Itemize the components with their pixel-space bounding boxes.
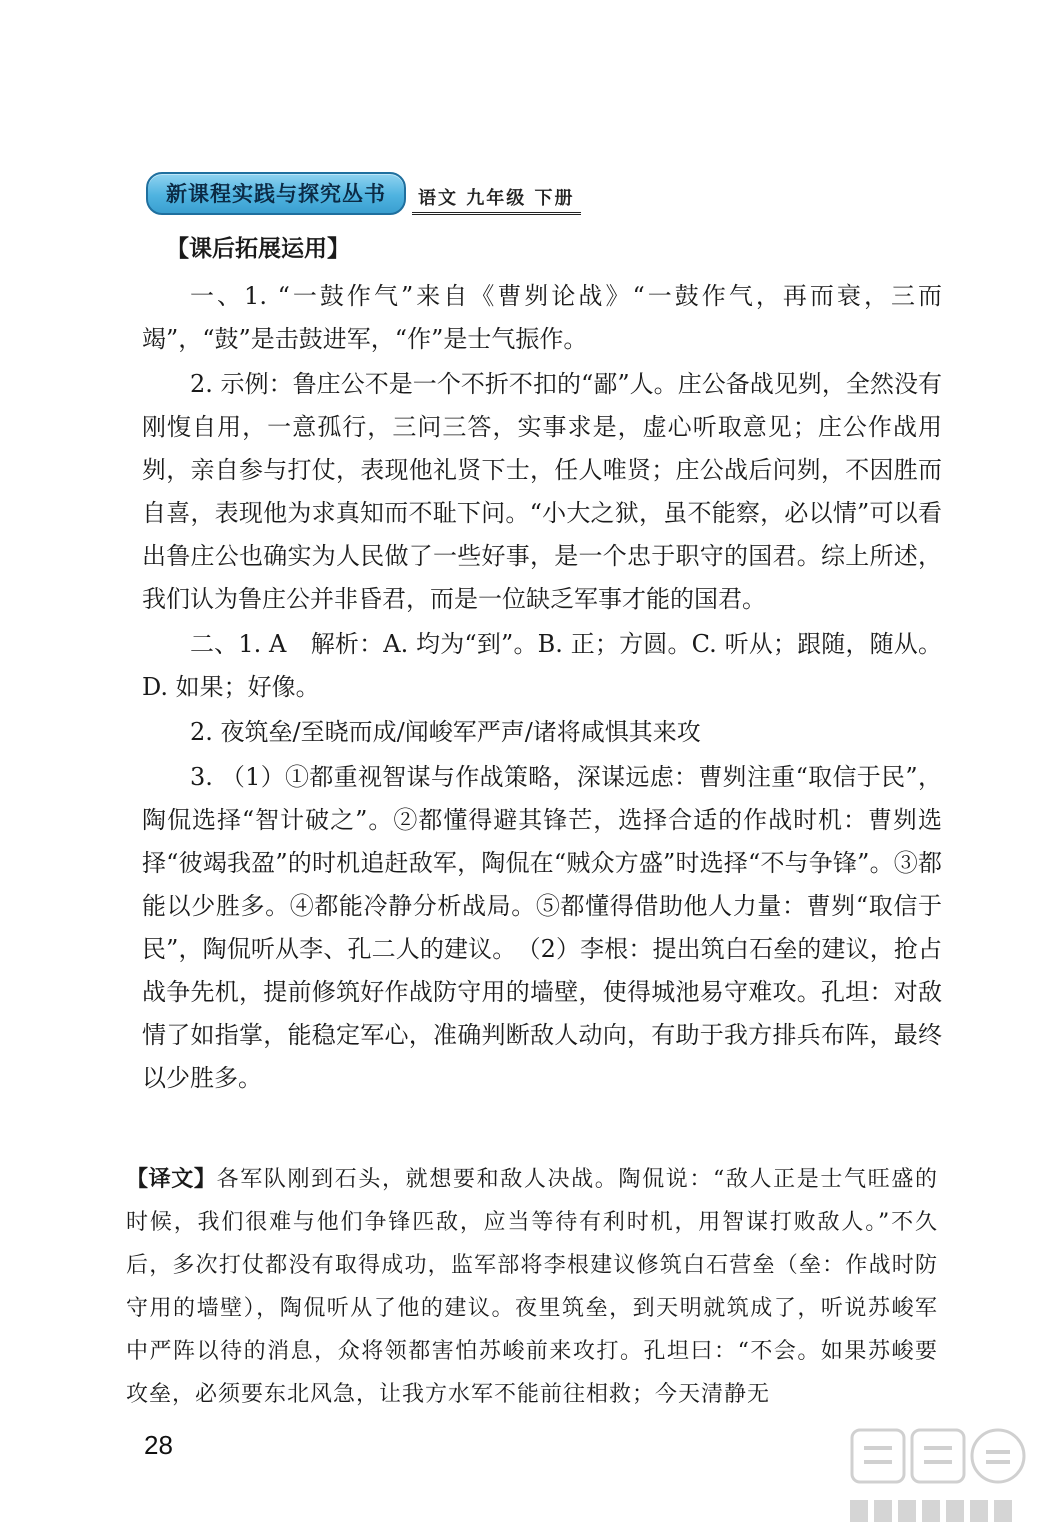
answer-section — [142, 228, 942, 1100]
answer-paragraph-4: 2. 夜筑垒/至晓而成/闻峻军严声/诸将咸惧其来攻 — [190, 718, 701, 746]
section-heading: 【课后拓展运用】 — [166, 236, 350, 262]
book-header — [146, 172, 581, 215]
subject-label: 语文 九年级 下册 — [412, 184, 581, 215]
series-title-badge: 新课程实践与探究丛书 — [146, 172, 406, 215]
watermark-logo — [838, 1420, 1038, 1530]
answer-paragraph-2: 2. 示例：鲁庄公不是一个不折不扣的“鄙”人。庄公备战见刿，全然没有刚愎自用，一意孤行，三问三答，实事求是，虚心听取意见；庄公作战用刿，亲自参与打仗，表现他礼贤下士，任人唯贤；庄公战后问刿，不因胜而自喜，表现他为求真知而不耻下问。“小大之狱，虽不能察，必以情”可以看出鲁庄公也确实为人民做了一些好事，是一个忠于职守的国君。综上所述，我们认为鲁庄公并非昏君，而是一位缺乏军事才能的国君。 — [142, 370, 942, 613]
translation-label: 【译文】 — [126, 1167, 217, 1192]
answer-paragraph-3: 二、1. A 解析：A. 均为“到”。B. 正；方圆。C. 听从；跟随，随从。D. 如果；好像。 — [142, 630, 942, 701]
translation-block — [126, 1158, 938, 1416]
translation-text: 各军队刚到石头，就想要和敌人决战。陶侃说：“敌人正是士气旺盛的时候，我们很难与他们争锋匹敌，应当等待有利时机，用智谋打败敌人。”不久后，多次打仗都没有取得成功，监军部将李根建议修筑白石营垒（垒：作战时防守用的墙壁），陶侃听从了他的建议。夜里筑垒，到天明就筑成了，听说苏峻军中严阵以待的消息，众将领都害怕苏峻前来攻打。孔坦曰：“不会。如果苏峻要攻垒，必须要东北风急，让我方水军不能前往相救；今天清静无 — [126, 1167, 938, 1407]
answer-paragraph-1: 一、1. “一鼓作气”来自《曹刿论战》“一鼓作气，再而衰，三而竭”，“鼓”是击鼓进军，“作”是士气振作。 — [142, 282, 942, 353]
page-number: 28 — [144, 1430, 173, 1460]
answer-paragraph-5: 3. （1）①都重视智谋与作战策略，深谋远虑：曹刿注重“取信于民”，陶侃选择“智计破之”。②都懂得避其锋芒，选择合适的作战时机：曹刿选择“彼竭我盈”的时机追赶敌军，陶侃在“贼众方盛”时选择“不与争锋”。③都能以少胜多。④都能冷静分析战局。⑤都懂得借助他人力量：曹刿“取信于民”，陶侃听从李、孔二人的建议。 （2）李根：提出筑白石垒的建议，抢占战争先机，提前修筑好作战防守用的墙壁，使得城池易守难攻。孔坦：对敌情了如指掌，能稳定军心，准确判断敌人动向，有助于我方排兵布阵，最终以少胜多。 — [142, 763, 942, 1092]
